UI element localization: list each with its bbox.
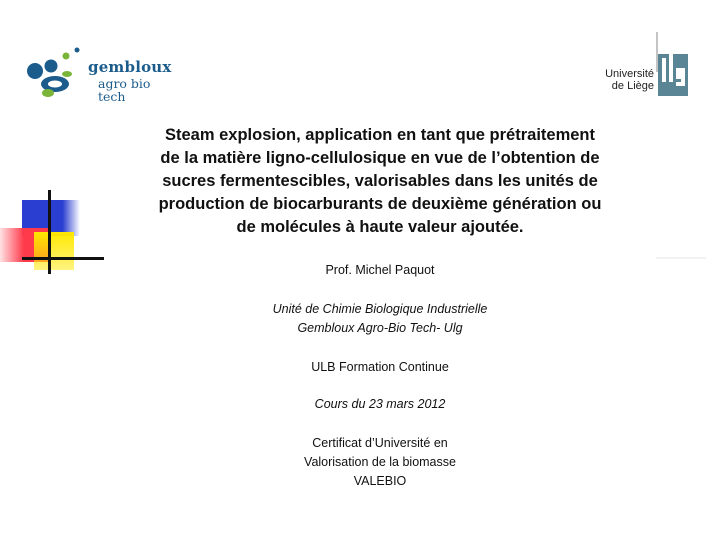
- certificate-line: Certificat d’Université en: [312, 436, 448, 450]
- course-date: Cours du 23 mars 2012: [314, 397, 446, 411]
- title-line: de molécules à haute valeur ajoutée.: [236, 218, 524, 236]
- formation: ULB Formation Continue: [311, 360, 449, 374]
- gembloux-logo-name: gembloux: [88, 58, 172, 76]
- decorative-squares: [0, 190, 110, 280]
- vertical-bar: [48, 190, 51, 274]
- affiliation-line: Gembloux Agro-Bio Tech- Ulg: [297, 321, 463, 335]
- slide-content: [130, 124, 630, 491]
- decorative-dash: [656, 257, 706, 259]
- gembloux-emblem-icon: [22, 46, 92, 102]
- certificate-line: VALEBIO: [353, 474, 407, 488]
- horizontal-bar: [22, 257, 104, 260]
- author: Prof. Michel Paquot: [325, 263, 435, 277]
- title-line: de la matière ligno-cellulosique en vue de l’obtention de: [160, 149, 600, 167]
- ulg-mark-icon: [602, 32, 692, 100]
- title-line: Steam explosion, application en tant que prétraitement: [165, 126, 595, 144]
- ulg-logo-line2: de Liège: [611, 80, 654, 92]
- title-line: sucres fermentescibles, valorisables dans les unités de: [162, 172, 598, 190]
- certificate: [130, 434, 630, 491]
- ulg-logo-line1: Université: [605, 68, 654, 80]
- affiliation-line: Unité de Chimie Biologique Industrielle: [272, 302, 488, 316]
- gembloux-logo: [22, 46, 172, 102]
- certificate-line: Valorisation de la biomasse: [304, 455, 456, 469]
- ulg-logo: [602, 32, 692, 100]
- yellow-square: [34, 232, 74, 270]
- affiliation: [130, 300, 630, 338]
- slide-title: [130, 124, 630, 239]
- gembloux-logo-subtitle: agro bio tech: [98, 76, 151, 104]
- title-line: production de biocarburants de deuxième génération ou: [158, 195, 602, 213]
